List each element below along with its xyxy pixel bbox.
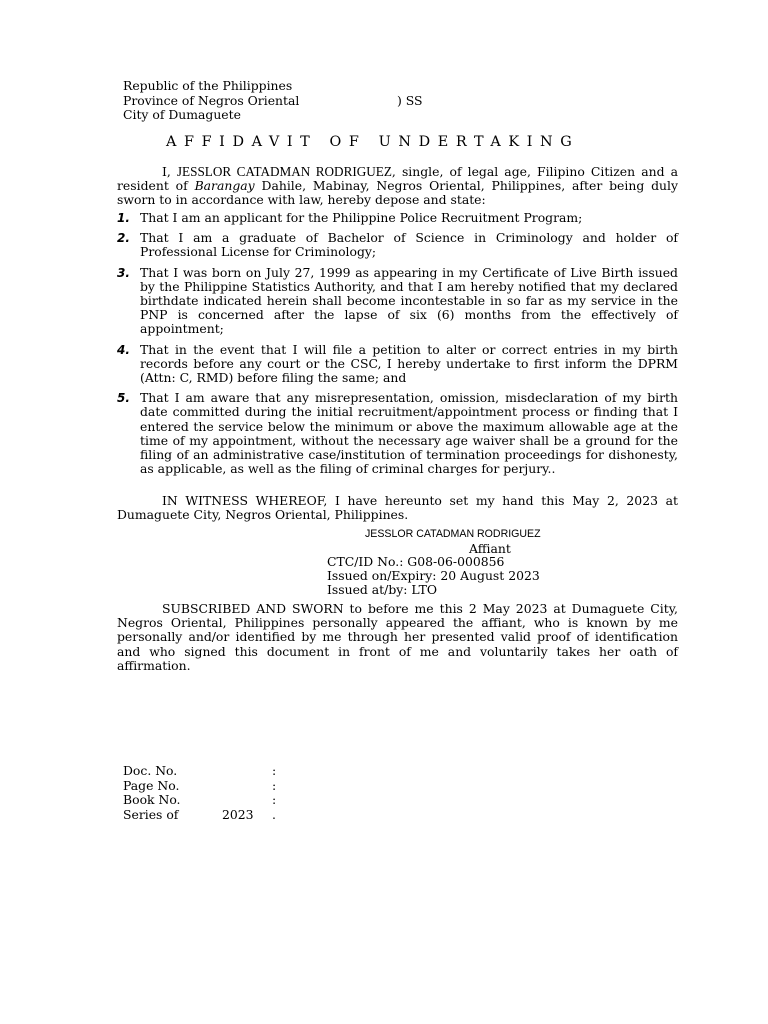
signatory-name: JESSLOR CATADMAN RODRIGUEZ (365, 528, 541, 540)
doc-no-label: Doc. No. (123, 763, 178, 778)
venue-country: Republic of the Philippines (123, 78, 293, 93)
item-text: That I am aware that any misrepresentation, omission, misdeclaration of my birth date committed during the initial recruitment/appointment process or finding that I entered the service below the minimum or above the maximum allowable age at the time of my appointment, without the necessary age waiver shall be a ground for the filing of an administrative case/institution of termination proceedings for dishonesty, as applicable, as well as the filing of criminal charges for perjury.. (140, 390, 678, 477)
venue-city: City of Dumaguete (123, 107, 241, 123)
series-year: 2023 (222, 806, 254, 822)
intro-barangay: Barangay (194, 178, 255, 194)
issued-on: Issued on/Expiry: 20 August 2023 (327, 568, 540, 583)
item-text: That I was born on July 27, 1999 as appearing in my Certificate of Live Birth issued by the Philippine Statistics Authority, and that I am hereby notified that my declared birthdate indicated herein shall become incontestable in so far as my service in the PNP is concerned after the lapse of six (6) months from the effectively of appointment; (140, 264, 678, 337)
item-number: 4. (117, 342, 130, 357)
venue-province-text: Province of Negros Oriental (123, 92, 300, 108)
jurat-text: SUBSCRIBED AND SWORN to before me this 2 May 2023 at Dumaguete City, Negros Oriental, Philippines personally appeared the affiant, who is known by me personally and/or identified by me through her presented valid proof of identification and who signed this document in front of me and voluntarily takes her oath of affirmation. (117, 601, 678, 673)
intro-rest: Dahile, Mabinay, Negros Oriental, Philippines, after being duly sworn to in accordance with law, hereby depose and state: (117, 178, 678, 208)
page-no-colon: : (272, 777, 277, 793)
witness-text: IN WITNESS WHEREOF, I have hereunto set my hand this May 2, 2023 at Dumaguete City, Negros Oriental, Philippines. (117, 493, 678, 523)
doc-no-colon: : (272, 763, 277, 778)
list-item (117, 391, 678, 476)
page-no-row (123, 777, 277, 794)
item-number: 2. (117, 231, 130, 246)
book-no-row (123, 792, 277, 808)
list-item (117, 211, 678, 225)
document-title: AFFIDAVIT OF UNDERTAKING (166, 134, 580, 150)
doc-no-row (123, 763, 277, 779)
item-number: 3. (117, 265, 130, 280)
list-item (117, 343, 678, 386)
statements-list-wrap (117, 211, 678, 482)
signatory-role: Affiant (469, 541, 511, 556)
issued-at: Issued at/by: LTO (327, 582, 438, 597)
item-number: 5. (117, 391, 130, 406)
affiant-name: JESSLOR CATADMAN RODRIGUEZ (176, 164, 392, 179)
page-no-label: Page No. (123, 777, 180, 793)
item-text: That I am an applicant for the Philippine Police Recruitment Program; (140, 210, 583, 225)
item-text: That in the event that I will file a petition to alter or correct entries in my birth records before any court or the CSC, I hereby undertake to first inform the DPRM (Attn: C, RMD) before filing the same; and (140, 341, 678, 386)
witness-paragraph (117, 494, 678, 522)
venue-ss: ) SS (397, 92, 423, 108)
item-text: That I am a graduate of Bachelor of Science in Criminology and holder of Professional License for Criminology; (140, 230, 678, 260)
venue-block (123, 78, 423, 123)
series-row (123, 806, 276, 823)
intro-prefix: I, (162, 164, 177, 179)
statements-list (117, 211, 678, 476)
venue-province (123, 92, 423, 109)
intro-mid: , single, of legal age, Filipino Citizen and a resident of (117, 164, 678, 194)
jurat-paragraph (117, 602, 678, 673)
intro-text (117, 165, 678, 208)
series-period: . (272, 806, 276, 822)
intro-paragraph (117, 165, 678, 208)
list-item (117, 266, 678, 337)
notarial-register (123, 763, 277, 822)
series-label: Series of (123, 806, 179, 822)
list-item (117, 231, 678, 259)
ctc-number: CTC/ID No.: G08-06-000856 (327, 554, 505, 569)
book-no-colon: : (272, 792, 277, 808)
book-no-label: Book No. (123, 792, 181, 808)
item-number: 1. (117, 211, 130, 225)
